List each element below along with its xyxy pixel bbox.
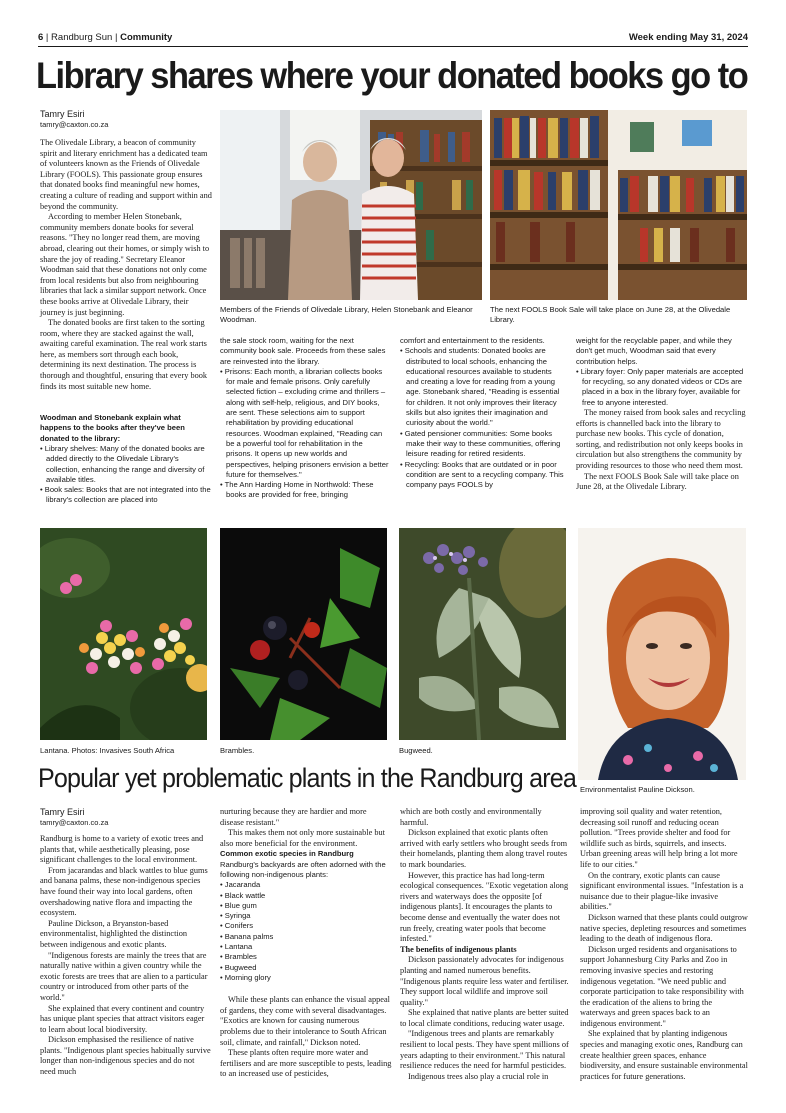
brambles-photo	[220, 528, 387, 740]
list-item: • Morning glory	[220, 972, 271, 982]
section-name: Community	[120, 32, 173, 43]
article1-col3	[400, 336, 566, 490]
article1-author: Tamry Esiri	[40, 109, 85, 119]
library-shelves-photo	[490, 110, 747, 300]
paragraph: "Indigenous trees and plants are remarkably resilient to local pests. They have spent millions of years adapting to their environment." This natural resilience reduces the need for harmful pesticides.	[400, 1029, 569, 1071]
list-item: • Lantana	[220, 942, 253, 952]
list-item: • Gated pensioner communities: Some books make their way to these communities, offering leisure reading for retired residents.	[400, 428, 561, 459]
paragraph: Randburg is home to a variety of exotic trees and plants that, while aesthetically pleasing, pose significant challenges to the local environment.	[40, 834, 204, 865]
article2-col2	[220, 807, 392, 1080]
article1-email: tamry@caxton.co.za	[40, 120, 109, 129]
article2-subhead-benefits: The benefits of indigenous plants	[400, 944, 517, 954]
list-item: • Bugweed	[220, 962, 257, 972]
article2-col3	[400, 807, 572, 1082]
paragraph: She explained that native plants are better suited to local climate conditions, reducing water usage.	[400, 1008, 569, 1028]
article1-col1	[40, 138, 212, 392]
article1-col2	[220, 336, 390, 501]
library-volunteers-image	[220, 110, 482, 300]
article2-author: Tamry Esiri	[40, 807, 85, 817]
list-item: • Library shelves: Many of the donated books are added directly to the Olivedale Library's collection, enhancing the range and diversity of available titles.	[40, 444, 205, 484]
paragraph: Dickson urged residents and organisations to support Johannesburg City Parks and Zoo in removing invasive species and restoring indigenous vegetation. "We need public and corporate participation to take responsibility with the eradication of the aliens to bring the waterways and green spaces back to an indigenous environment."	[580, 944, 744, 1028]
paragraph: These plants often require more water and fertilisers and are more susceptible to pests, leading to an increased use of pesticides,	[220, 1048, 392, 1079]
paragraph: improving soil quality and water retention, decreasing soil runoff and reducing ocean pollution. "Trees provide shelter and food for wildlife such as birds, squirrels, and insects. Urban greening areas will help bring a lot more life to our cities."	[580, 807, 738, 869]
species-list	[220, 880, 392, 983]
paragraph: This makes them not only more sustainable but also more beneficial for the environment.	[220, 828, 385, 848]
list-item: • Blue gum	[220, 900, 257, 910]
paragraph: Dickson explained that exotic plants often arrived with early settlers who brought seeds from their homelands, planting them along travel routes to mark boundaries.	[400, 828, 568, 869]
caption-lantana: Lantana. Photos: Invasives South Africa	[40, 746, 175, 755]
paragraph: weight for the recyclable paper, and while they don't get much, Woodman said that every contribution helps.	[576, 336, 732, 366]
list-item: • Conifers	[220, 921, 254, 931]
header-rule	[38, 46, 748, 47]
paragraph: nurturing because they are hardier and more disease resistant."	[220, 807, 367, 827]
article2-col4	[580, 807, 748, 1082]
list-item: • Library foyer: Only paper materials are accepted for recycling, so any donated videos or CDs are placed in a box in the library foyer, available for free to anyone interested.	[576, 366, 744, 407]
paragraph: She explained that every continent and country has unique plant species that attract visitors eager to learn about local biodiversity.	[40, 1003, 205, 1034]
brambles-image	[220, 528, 387, 740]
paragraph: The next FOOLS Book Sale will take place on June 28, at the Olivedale Library.	[576, 471, 739, 492]
article1-headline: Library shares where your donated books go to	[36, 55, 748, 96]
list-item: • Prisons: Each month, a librarian collects books for male and female prisons. Only carefully selected fiction – excluding crime and thrillers – along with self-help, religious, and DIY books, are sent. These selections aim to support rehabilitation by providing educational resources. Woodman explained, "Reading can be a powerful tool for rehabilitation in the prisons. It opens up new worlds and perspectives, helping prisoners envision a better future for themselves."	[220, 366, 389, 479]
paragraph: Dickson passionately advocates for indigenous planting and named numerous benefits. "Indigenous plants require less water and fertiliser. They support local wildlife and improve soil quality."	[400, 955, 569, 1007]
paragraph: However, this practice has had long-term ecological consequences. "Exotic vegetation along rivers and waterways does the opposite [of indigenous plants]. It encourages the plants to become dense and eventually the water does not run freely, creating water pools that become infested."	[400, 870, 569, 944]
caption-bugweed: Bugweed.	[399, 746, 433, 755]
issue-date: Week ending May 31, 2024	[628, 32, 748, 43]
list-item: • Jacaranda	[220, 880, 261, 890]
paragraph: The donated books are first taken to the sorting room, where they are stacked against the wall, awaiting careful examination. The real work starts here, as members sort through each book, determining its next destination. The process is thorough and thoughtful, ensuring that every book finds its most suitable new home.	[40, 318, 208, 391]
article1-col2-list	[220, 367, 390, 501]
list-item: • Recycling: Books that are outdated or in poor condition are sent to a recycling company. This company pays FOOLS by	[400, 459, 564, 490]
paragraph: Dickson warned that these plants could outgrow native species, depleting resources and sometimes leading to the death of indigenous flora.	[580, 912, 748, 944]
page-number: 6	[38, 32, 44, 43]
article1-col4-list	[576, 367, 748, 408]
paragraph: Randburg's backyards are often adorned with the following non-indigenous plants:	[220, 859, 386, 879]
paragraph: The Olivedale Library, a beacon of community spirit and literary enrichment has a dedicated team of volunteers known as the Friends of Olivedale Library (FOOLS). This passionate group ensures that donated books find meaningful new homes, creating a culture of reading and support within and beyond the community.	[40, 138, 212, 211]
list-item: • The Ann Harding Home in Northwold: These books are provided for free, bringing	[220, 480, 374, 500]
article1-col3-list	[400, 346, 566, 490]
paragraph: the sale stock room, waiting for the next community book sale. Proceeds from these sales are reinvested into the library.	[220, 336, 386, 366]
paragraph: "Indigenous forests are mainly the trees that are naturally native within a given country while the exotic forests are trees that are alien to a particular country or introduced from other parts of the world."	[40, 950, 208, 1002]
caption-dickson: Environmentalist Pauline Dickson.	[580, 785, 695, 794]
list-item: • Book sales: Books that are not integrated into the library's collection are placed into	[40, 485, 211, 505]
article2-email: tamry@caxton.co.za	[40, 818, 109, 827]
paragraph: Indigenous trees also play a crucial role in	[408, 1071, 549, 1081]
dickson-portrait-photo	[578, 528, 746, 780]
paragraph: She explained that by planting indigenous species and managing exotic ones, Randburg can create healthier green spaces, enhance biodiversity, and ensure sustainable environmental practices for future generations.	[580, 1029, 748, 1081]
article2-col1	[40, 834, 212, 1078]
header-left: 6 | Randburg Sun | Community	[38, 32, 173, 43]
article1-col1-list	[40, 444, 212, 506]
publication-name: Randburg Sun	[51, 32, 113, 43]
dickson-portrait-image	[578, 528, 746, 780]
paragraph: While these plants can enhance the visual appeal of gardens, they come with several disadvantages. "Exotics are known for causing numerous problems due to their intolerance to South African soil, climate, and rainfall," Dickson noted.	[220, 995, 390, 1047]
list-item: • Banana palms	[220, 931, 274, 941]
paragraph: The money raised from book sales and recycling efforts is channelled back into the library to purchase new books. This cycle of donation, sorting, and redistribution not only keeps books in circulation but also strengthens the community by providing resources to those who need them most.	[576, 408, 746, 471]
list-item: • Schools and students: Donated books are distributed to local schools, enhancing the educational resources available to students and creating a love for reading from a young age. Stonebank shared, "Reading is essential for children. It not only improves their literacy skills but also ignites their imagination and curiosity about the world."	[400, 346, 560, 428]
paragraph: which are both costly and environmentally harmful.	[400, 807, 542, 827]
article2-headline: Popular yet problematic plants in the Randburg area	[38, 763, 576, 793]
list-item: • Brambles	[220, 952, 257, 962]
library-volunteers-photo	[220, 110, 482, 300]
caption-brambles: Brambles.	[220, 746, 255, 755]
page-header	[38, 32, 748, 46]
article2-subhead-species: Common exotic species in Randburg	[220, 849, 354, 859]
list-item: • Syringa	[220, 911, 251, 921]
lantana-image	[40, 528, 207, 740]
paragraph: Pauline Dickson, a Bryanston-based environmentalist, highlighted the distinction between indigenous and exotic plants.	[40, 918, 188, 949]
list-item: • Black wattle	[220, 890, 266, 900]
paragraph: From jacarandas and black wattles to blue gums and banana palms, these non-indigenous species have found their way into local gardens, often overshadowing native flora and impacting the ecosystem.	[40, 865, 208, 918]
lantana-photo	[40, 528, 207, 740]
article1-col4	[576, 336, 748, 493]
bugweed-image	[399, 528, 566, 740]
paragraph: Dickson emphasised the resilience of native plants. "Indigenous plant species habitually survive longer than non-indigenous species and do not need much	[40, 1035, 211, 1077]
paragraph: comfort and entertainment to the residents.	[400, 336, 545, 345]
caption-volunteers: Members of the Friends of Olivedale Library, Helen Stonebank and Eleanor Woodman.	[220, 305, 473, 324]
bugweed-photo	[399, 528, 566, 740]
caption-shelves: The next FOOLS Book Sale will take place on June 28, at the Olivedale Library.	[490, 305, 731, 324]
paragraph: According to member Helen Stonebank, community members donate books for several reasons. "They no longer read them, are moving abroad, clearing out their homes, or simply wish to share the joy of reading." Secretary Eleanor Woodman said that these donations not only come from local residents but also from neighbouring libraries that lack a similar support network. Once these books arrive at Olivedale Library, their journey is just beginning.	[40, 212, 210, 317]
library-shelves-image	[490, 110, 747, 300]
article1-subhead: Woodman and Stonebank explain what happens to the books after they've been donated to the library:	[40, 413, 185, 443]
paragraph: On the contrary, exotic plants can cause significant environmental issues. "Infestation is a nuisance due to their plague-like invasive abilities."	[580, 870, 744, 912]
